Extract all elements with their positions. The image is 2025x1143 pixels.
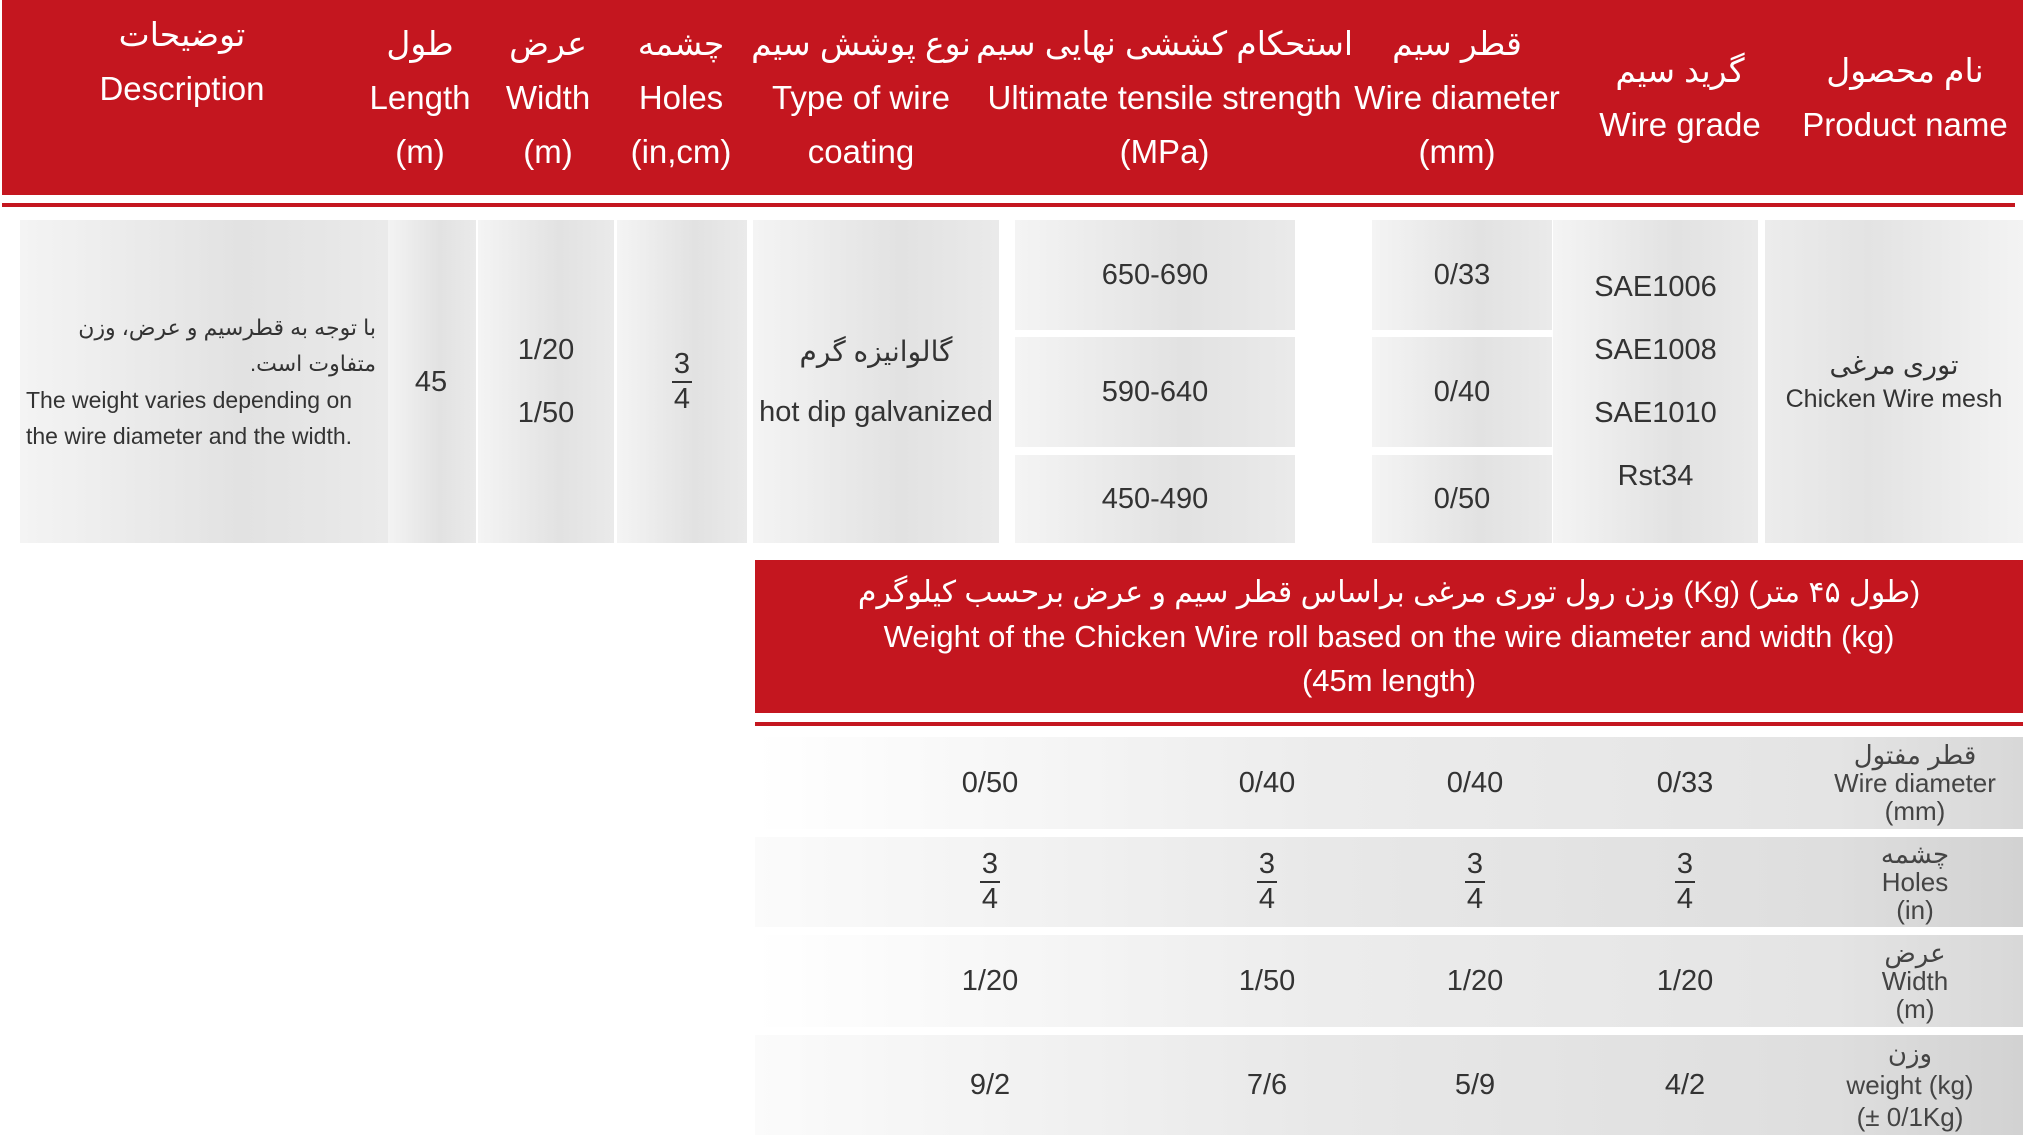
row-label-holes xyxy=(1815,837,2015,927)
tensile-value: 590-640 xyxy=(1101,376,1209,408)
header-wire-grade xyxy=(1574,0,1786,195)
weight-row-diameter xyxy=(755,737,2023,829)
header-holes-en: Holes xyxy=(638,78,724,116)
row-label-fa: چشمه xyxy=(1880,839,1950,869)
cell-holes xyxy=(617,220,747,543)
weight-cell: 1/20 xyxy=(1446,964,1504,997)
row-label-en: Width xyxy=(1881,966,1949,996)
holes-numerator: 3 xyxy=(1258,848,1276,880)
header-wire-diameter xyxy=(1347,0,1567,195)
cell-product-name xyxy=(1765,220,2023,543)
header-length-en: Length xyxy=(369,78,471,116)
header-width-en: Width xyxy=(505,78,591,116)
header-wire-diameter-unit: (mm) xyxy=(1418,132,1496,170)
weight-cell: 7/6 xyxy=(1246,1068,1288,1101)
weight-cell: 0/40 xyxy=(1446,766,1504,799)
holes-cell xyxy=(1192,837,1342,927)
cell-tensile-2 xyxy=(1015,455,1295,543)
header-tensile xyxy=(975,0,1354,195)
cell-description xyxy=(20,220,388,543)
coating-en: hot dip galvanized xyxy=(759,395,993,428)
spec-header-bar xyxy=(2,0,2023,195)
header-wire-grade-en: Wire grade xyxy=(1599,105,1761,143)
weight-cell: 0/33 xyxy=(1656,766,1714,799)
header-wire-diameter-fa: قطر سیم xyxy=(1392,24,1522,62)
tensile-value: 450-490 xyxy=(1101,483,1209,515)
header-coating-fa: نوع پوشش سیم xyxy=(751,24,971,62)
description-fa: با توجه به قطرسیم و عرض، وزن متفاوت است. xyxy=(78,314,376,376)
holes-denominator: 4 xyxy=(1676,883,1694,915)
header-description-en: Description xyxy=(99,70,265,107)
weight-cell: 1/50 xyxy=(1238,964,1296,997)
holes-denominator: 4 xyxy=(981,883,999,915)
row-label-unit: (m) xyxy=(1895,994,1935,1024)
header-tensile-fa: استحکام کششی نهایی سیم xyxy=(975,24,1354,62)
holes-fraction xyxy=(1675,849,1695,915)
weight-row-holes xyxy=(755,837,2023,927)
header-width-unit: (m) xyxy=(523,132,573,170)
row-label-en: weight (kg) xyxy=(1846,1070,1974,1100)
weight-header-bar xyxy=(755,560,2023,713)
holes-numerator: 3 xyxy=(1676,848,1694,880)
weight-header-divider xyxy=(755,722,2023,726)
cell-length xyxy=(386,220,476,543)
holes-cell xyxy=(915,837,1065,927)
grade-item: SAE1006 xyxy=(1594,270,1717,303)
header-tensile-unit: (MPa) xyxy=(1119,132,1210,170)
holes-fraction xyxy=(672,349,692,415)
weight-title-fa: وزن رول توری مرغی براساس قطر سیم و عرض برحسب کیلوگرم (Kg) (طول ۴۵ متر) xyxy=(857,575,1921,609)
header-width-fa: عرض xyxy=(509,24,587,62)
holes-fraction xyxy=(1465,849,1485,915)
cell-tensile-1 xyxy=(1015,337,1295,447)
cell-coating xyxy=(753,220,999,543)
row-label-width xyxy=(1815,935,2015,1027)
header-holes-fa: چشمه xyxy=(637,24,725,62)
row-label-fa: قطر مفتول xyxy=(1853,740,1977,770)
header-divider xyxy=(2,203,2015,207)
diameter-value: 0/40 xyxy=(1433,376,1491,408)
holes-denominator: 4 xyxy=(1258,883,1276,915)
row-label-en: Holes xyxy=(1881,867,1949,897)
product-name-fa: توری مرغی xyxy=(1829,349,1959,380)
grade-item: Rst34 xyxy=(1617,459,1694,492)
width-value: 1/20 xyxy=(517,333,575,366)
weight-title-en-2: (45m length) xyxy=(1301,662,1477,698)
header-description xyxy=(22,0,342,203)
width-value: 1/50 xyxy=(517,396,575,429)
holes-numerator: 3 xyxy=(673,347,691,380)
cell-diameter-2 xyxy=(1372,455,1552,543)
row-label-diameter xyxy=(1815,737,2015,829)
header-coating-unit: coating xyxy=(807,132,915,170)
holes-numerator: 3 xyxy=(981,848,999,880)
row-label-fa: عرض xyxy=(1884,938,1946,968)
holes-cell xyxy=(1400,837,1550,927)
weight-cell: 1/20 xyxy=(1656,964,1714,997)
weight-cell: 9/2 xyxy=(969,1068,1011,1101)
cell-tensile-0 xyxy=(1015,220,1295,330)
coating-fa: گالوانیزه گرم xyxy=(799,335,953,367)
weight-title-en-1: Weight of the Chicken Wire roll based on the wire diameter and width (kg) xyxy=(883,618,1895,654)
product-name-en: Chicken Wire mesh xyxy=(1785,384,2003,413)
header-length-unit: (m) xyxy=(395,132,445,170)
header-product-name xyxy=(1790,0,2020,195)
tensile-value: 650-690 xyxy=(1101,259,1209,291)
weight-row-width xyxy=(755,935,2023,1027)
row-label-weight xyxy=(1805,1035,2015,1135)
header-wire-diameter-en: Wire diameter xyxy=(1354,78,1560,116)
grade-item: SAE1010 xyxy=(1594,396,1717,429)
weight-cell: 0/50 xyxy=(961,766,1019,799)
cell-wire-grade xyxy=(1553,220,1758,543)
cell-diameter-1 xyxy=(1372,337,1552,447)
weight-row-weight xyxy=(755,1035,2023,1135)
header-width xyxy=(492,0,604,195)
header-tensile-en: Ultimate tensile strength xyxy=(987,78,1342,116)
diameter-value: 0/33 xyxy=(1433,259,1491,291)
holes-cell xyxy=(1610,837,1760,927)
row-label-en: Wire diameter xyxy=(1834,768,1996,798)
cell-width xyxy=(478,220,614,543)
row-label-fa: وزن xyxy=(1887,1038,1933,1068)
header-product-name-fa: نام محصول xyxy=(1826,51,1984,89)
weight-cell: 0/40 xyxy=(1238,766,1296,799)
weight-cell: 4/2 xyxy=(1664,1068,1706,1101)
holes-denominator: 4 xyxy=(1466,883,1484,915)
cell-diameter-0 xyxy=(1372,220,1552,330)
header-holes-unit: (in,cm) xyxy=(630,132,732,170)
header-coating-en: Type of wire xyxy=(772,78,950,116)
row-label-unit: (in) xyxy=(1896,895,1934,925)
weight-cell: 5/9 xyxy=(1454,1068,1496,1101)
holes-denominator: 4 xyxy=(673,382,691,415)
header-length xyxy=(364,0,476,195)
holes-numerator: 3 xyxy=(1466,848,1484,880)
diameter-value: 0/50 xyxy=(1433,483,1491,515)
length-value: 45 xyxy=(414,365,448,398)
header-description-fa: توضیحات xyxy=(118,16,246,53)
header-length-fa: طول xyxy=(386,24,454,62)
holes-fraction xyxy=(980,849,1000,915)
header-wire-grade-fa: گرید سیم xyxy=(1615,51,1745,89)
description-en: The weight varies depending on the wire diameter and the width. xyxy=(26,386,353,449)
grade-item: SAE1008 xyxy=(1594,333,1717,366)
header-holes xyxy=(622,0,740,195)
row-label-unit: (mm) xyxy=(1884,796,1946,826)
row-label-unit: (± 0/1Kg) xyxy=(1856,1102,1964,1132)
weight-cell: 1/20 xyxy=(961,964,1019,997)
holes-fraction xyxy=(1257,849,1277,915)
header-coating xyxy=(750,0,972,195)
header-product-name-en: Product name xyxy=(1802,105,2008,143)
